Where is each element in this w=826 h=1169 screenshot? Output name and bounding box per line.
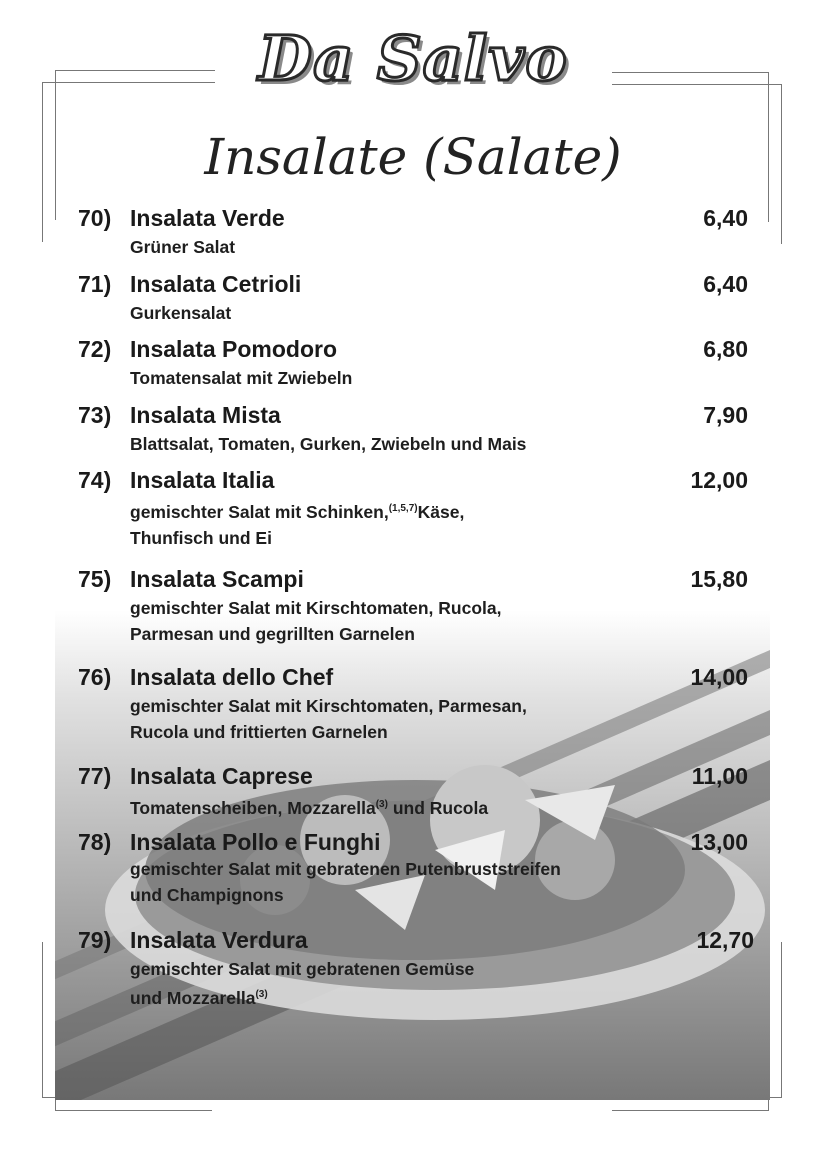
restaurant-logo: Da Salvo bbox=[258, 22, 568, 95]
item-number: 72) bbox=[78, 336, 112, 362]
frame-line-left-bottom bbox=[42, 942, 43, 1097]
item-description-part: und Mozzarella bbox=[130, 987, 256, 1008]
item-description bbox=[130, 856, 758, 908]
item-description-part: Käse, bbox=[417, 501, 465, 522]
item-description bbox=[130, 496, 758, 551]
item-description-part: Thunfisch und Ei bbox=[130, 527, 272, 548]
item-number: 71) bbox=[78, 271, 112, 297]
item-number: 79) bbox=[78, 927, 112, 953]
item-number: 73) bbox=[78, 402, 112, 428]
item-price: 12,00 bbox=[690, 467, 748, 493]
item-description bbox=[130, 693, 758, 745]
item-price: 13,00 bbox=[690, 829, 748, 855]
item-description: Grüner Salat bbox=[130, 237, 236, 257]
item-description-part: und Rucola bbox=[387, 797, 489, 818]
item-price: 6,40 bbox=[703, 205, 748, 231]
item-price: 6,80 bbox=[703, 336, 748, 362]
item-description-part: gemischter Salat mit Schinken, bbox=[130, 501, 389, 522]
menu-item-70 bbox=[78, 205, 758, 260]
item-name: Insalata Cetrioli bbox=[130, 271, 302, 297]
item-description-part: gemischter Salat mit Kirschtomaten, Rucola, bbox=[130, 598, 502, 618]
frame-line-right-bottom bbox=[781, 942, 782, 1097]
allergen-code: (3) bbox=[375, 799, 388, 810]
item-price: 15,80 bbox=[690, 566, 748, 592]
item-name: Insalata Mista bbox=[130, 402, 281, 428]
item-name: Insalata dello Chef bbox=[130, 664, 334, 690]
item-description: Gurkensalat bbox=[130, 303, 232, 323]
item-price: 12,70 bbox=[696, 927, 754, 953]
item-number: 70) bbox=[78, 205, 112, 231]
item-number: 78) bbox=[78, 829, 112, 855]
menu-item-78 bbox=[78, 829, 758, 908]
item-description: Blattsalat, Tomaten, Gurken, Zwiebeln und Mais bbox=[130, 434, 527, 454]
item-description-part: Tomatenscheiben, Mozzarella bbox=[130, 797, 376, 818]
page-title: Insalate (Salate) bbox=[204, 128, 622, 186]
item-description bbox=[130, 956, 758, 1011]
item-price: 11,00 bbox=[691, 763, 748, 789]
menu-item-73 bbox=[78, 402, 758, 457]
item-description bbox=[130, 792, 758, 821]
item-name: Insalata Verde bbox=[130, 205, 285, 231]
menu-item-71 bbox=[78, 271, 758, 326]
item-number: 77) bbox=[78, 763, 112, 789]
item-name: Insalata Italia bbox=[130, 467, 275, 493]
menu-item-79 bbox=[78, 927, 758, 1011]
item-name: Insalata Pomodoro bbox=[130, 336, 338, 362]
item-price: 7,90 bbox=[703, 402, 748, 428]
allergen-code: (3) bbox=[255, 989, 268, 1000]
menu-item-74 bbox=[78, 467, 758, 551]
menu-item-72 bbox=[78, 336, 758, 391]
item-name: Insalata Caprese bbox=[130, 763, 313, 789]
item-number: 74) bbox=[78, 467, 112, 493]
item-name: Insalata Verdura bbox=[130, 927, 308, 953]
item-price: 14,00 bbox=[690, 664, 748, 690]
frame-line-bottom-left-2 bbox=[55, 1110, 212, 1111]
item-description-part: und Champignons bbox=[130, 885, 284, 905]
item-description: Tomatensalat mit Zwiebeln bbox=[130, 368, 353, 388]
item-name: Insalata Scampi bbox=[130, 566, 304, 592]
item-number: 75) bbox=[78, 566, 112, 592]
item-description-part: Parmesan und gegrillten Garnelen bbox=[130, 624, 415, 644]
frame-line-bottom-right-2 bbox=[612, 1110, 769, 1111]
item-number: 76) bbox=[78, 664, 112, 690]
item-description bbox=[130, 595, 758, 647]
item-description-part: gemischter Salat mit gebratenen Gemüse bbox=[130, 959, 475, 979]
menu-item-75 bbox=[78, 566, 758, 647]
item-description-part: gemischter Salat mit gebratenen Putenbruststreifen bbox=[130, 859, 561, 879]
item-description-part: Rucola und frittierten Garnelen bbox=[130, 722, 388, 742]
item-name: Insalata Pollo e Funghi bbox=[130, 829, 381, 855]
menu-item-77 bbox=[78, 763, 758, 821]
item-description-part: gemischter Salat mit Kirschtomaten, Parmesan, bbox=[130, 696, 527, 716]
allergen-code: (1,5,7) bbox=[388, 503, 418, 514]
item-price: 6,40 bbox=[703, 271, 748, 297]
menu-item-76 bbox=[78, 664, 758, 745]
